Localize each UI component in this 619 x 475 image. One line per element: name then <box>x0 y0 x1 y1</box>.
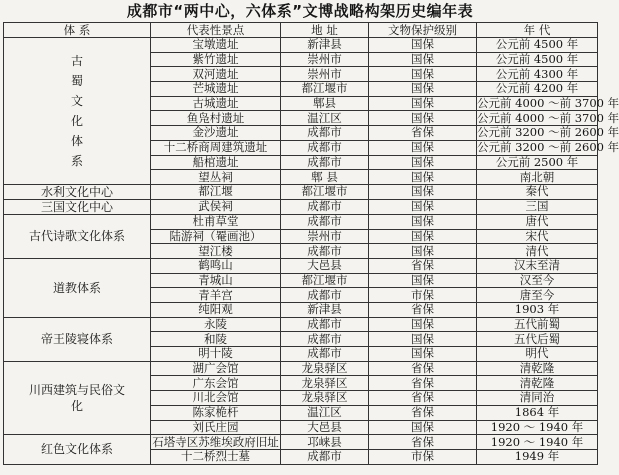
system-cell <box>4 199 151 214</box>
protection-level-cell: 市保 <box>369 449 477 464</box>
site-cell: 宝墩遗址 <box>151 38 281 53</box>
header-address: 地 址 <box>281 23 369 38</box>
chronology-table <box>3 22 619 465</box>
period-cell: 公元前 4200 年 <box>477 82 598 97</box>
period-cell: 清代 <box>477 244 598 259</box>
table-row <box>4 184 598 199</box>
site-cell: 鱼凫村遗址 <box>151 111 281 126</box>
protection-level-cell: 国保 <box>369 347 477 362</box>
protection-level-cell: 省保 <box>369 303 477 318</box>
site-cell: 十二桥烈士墓 <box>151 449 281 464</box>
site-cell: 望丛祠 <box>151 170 281 185</box>
protection-level-cell: 省保 <box>369 126 477 141</box>
site-cell: 杜甫草堂 <box>151 214 281 229</box>
address-cell: 新津县 <box>281 38 369 53</box>
address-cell: 成都市 <box>281 288 369 303</box>
table-body <box>4 37 619 465</box>
period-cell: 公元前 4500 年 <box>477 38 598 53</box>
site-cell: 紫竹遗址 <box>151 52 281 67</box>
system-cell <box>4 435 151 464</box>
address-cell: 龙泉驿区 <box>281 391 369 406</box>
address-cell: 成都市 <box>281 332 369 347</box>
protection-level-cell: 国保 <box>369 420 477 435</box>
address-cell: 成都市 <box>281 126 369 141</box>
period-cell: 1920 ～ 1940 年 <box>477 435 598 450</box>
period-cell: 唐代 <box>477 214 598 229</box>
period-cell: 公元前 4300 年 <box>477 67 598 82</box>
period-cell: 南北朝 <box>477 170 598 185</box>
system-cell <box>4 38 151 185</box>
table-row <box>4 317 598 332</box>
site-cell: 十二桥商周建筑遗址 <box>151 140 281 155</box>
period-cell: 1949 年 <box>477 449 598 464</box>
table-row <box>4 199 598 214</box>
period-cell: 三国 <box>477 199 598 214</box>
site-cell: 都江堰 <box>151 184 281 199</box>
protection-level-cell: 国保 <box>369 317 477 332</box>
site-cell: 船棺遗址 <box>151 155 281 170</box>
site-cell: 石塔寺区苏维埃政府旧址 <box>152 434 279 449</box>
period-cell: 1903 年 <box>477 303 598 318</box>
protection-level-cell: 国保 <box>369 244 477 259</box>
table-row <box>4 361 598 376</box>
period-cell: 清乾隆 <box>477 376 598 391</box>
period-cell: 公元前 2500 年 <box>477 155 598 170</box>
system-cell <box>4 184 151 199</box>
period-cell: 明代 <box>477 347 598 362</box>
address-cell: 龙泉驿区 <box>281 376 369 391</box>
site-cell: 古城遗址 <box>151 96 281 111</box>
address-cell: 成都市 <box>281 317 369 332</box>
protection-level-cell: 国保 <box>369 38 477 53</box>
period-cell: 五代后蜀 <box>477 332 598 347</box>
period-cell: 唐至今 <box>477 288 598 303</box>
address-cell: 都江堰市 <box>281 184 369 199</box>
protection-level-cell: 国保 <box>369 67 477 82</box>
address-cell: 郫县 <box>281 96 369 111</box>
protection-level-cell: 国保 <box>369 111 477 126</box>
protection-level-cell: 国保 <box>369 82 477 97</box>
site-cell: 明十陵 <box>151 347 281 362</box>
site-cell: 纯阳观 <box>151 303 281 318</box>
address-cell: 成都市 <box>281 244 369 259</box>
protection-level-cell: 省保 <box>369 361 477 376</box>
system-label: 道教体系 <box>52 280 101 295</box>
period-cell: 清同治 <box>477 391 598 406</box>
period-cell: 清乾隆 <box>477 361 598 376</box>
site-cell: 双河遗址 <box>151 67 281 82</box>
address-cell: 成都市 <box>281 155 369 170</box>
site-cell: 芒城遗址 <box>151 82 281 97</box>
header-protection-level: 文物保护级别 <box>369 23 477 38</box>
period-cell: 汉至今 <box>477 273 598 288</box>
address-cell: 大邑县 <box>281 258 369 273</box>
address-cell: 成都市 <box>281 214 369 229</box>
address-cell: 都江堰市 <box>281 273 369 288</box>
system-label: 红色文化体系 <box>40 442 113 457</box>
site-cell: 青城山 <box>151 273 281 288</box>
address-cell: 崇州市 <box>281 67 369 82</box>
period-cell: 1864 年 <box>477 405 598 420</box>
site-cell: 望江楼 <box>151 244 281 259</box>
site-cell: 鹤鸣山 <box>151 258 281 273</box>
system-cell <box>4 317 151 361</box>
protection-level-cell: 国保 <box>369 170 477 185</box>
address-cell: 成都市 <box>281 199 369 214</box>
protection-level-cell: 国保 <box>369 199 477 214</box>
table-row <box>4 214 598 229</box>
period-cell: 公元前 4000 ～前 3700 年 <box>477 96 619 111</box>
site-cell: 湖广会馆 <box>151 361 281 376</box>
protection-level-cell: 国保 <box>369 155 477 170</box>
protection-level-cell: 省保 <box>369 376 477 391</box>
period-cell: 五代前蜀 <box>477 317 598 332</box>
address-cell: 都江堰市 <box>281 82 369 97</box>
protection-level-cell: 国保 <box>369 52 477 67</box>
protection-level-cell: 国保 <box>369 184 477 199</box>
protection-level-cell: 国保 <box>369 273 477 288</box>
protection-level-cell: 国保 <box>369 140 477 155</box>
system-label: 帝王陵寝体系 <box>40 332 113 347</box>
header-system: 体 系 <box>4 23 151 38</box>
site-cell: 陆游祠（罨画池） <box>151 229 281 244</box>
period-cell: 公元前 4000 ～前 3700 年 <box>477 110 619 125</box>
system-cell <box>4 361 151 434</box>
site-cell: 和陵 <box>151 332 281 347</box>
table-row <box>4 38 598 53</box>
address-cell: 成都市 <box>281 140 369 155</box>
protection-level-cell: 省保 <box>369 391 477 406</box>
period-cell: 公元前 3200 ～前 2600 年 <box>477 125 619 140</box>
address-cell: 新津县 <box>281 303 369 318</box>
protection-level-cell: 国保 <box>369 214 477 229</box>
address-cell: 温江区 <box>281 405 369 420</box>
site-cell: 青羊宫 <box>151 288 281 303</box>
table-title: 成都市“两中心，六体系”文博战略构架历史编年表 <box>126 2 474 20</box>
site-cell: 刘氏庄园 <box>151 420 281 435</box>
table-row <box>4 435 598 450</box>
system-label: 古蜀文化体系 <box>70 53 83 168</box>
header-row <box>4 23 598 38</box>
address-cell: 成都市 <box>281 449 369 464</box>
period-cell: 公元前 4500 年 <box>477 52 598 67</box>
system-label: 川西建筑与民俗文化 <box>29 382 126 413</box>
protection-level-cell: 省保 <box>369 258 477 273</box>
header-site: 代表性景点 <box>151 23 281 38</box>
site-cell: 武侯祠 <box>151 199 281 214</box>
period-cell: 1920 ～ 1940 年 <box>477 420 598 435</box>
address-cell: 郫 县 <box>281 170 369 185</box>
site-cell: 广东会馆 <box>151 376 281 391</box>
period-cell: 秦代 <box>477 184 598 199</box>
address-cell: 大邑县 <box>281 420 369 435</box>
protection-level-cell: 国保 <box>369 96 477 111</box>
system-label: 三国文化中心 <box>40 199 113 214</box>
address-cell: 温江区 <box>281 111 369 126</box>
system-cell <box>4 214 151 258</box>
table-row <box>4 258 598 273</box>
address-cell: 成都市 <box>281 347 369 362</box>
period-cell: 汉末至清 <box>477 258 598 273</box>
header-period: 年 代 <box>477 23 598 38</box>
period-cell: 公元前 3200 ～前 2600 年 <box>477 140 619 155</box>
site-cell: 永陵 <box>151 317 281 332</box>
period-cell: 宋代 <box>477 229 598 244</box>
address-cell: 龙泉驿区 <box>281 361 369 376</box>
site-cell: 川北会馆 <box>151 391 281 406</box>
protection-level-cell: 国保 <box>369 229 477 244</box>
site-cell: 陈家桅杆 <box>151 405 281 420</box>
address-cell: 邛崃县 <box>281 435 369 450</box>
site-cell: 金沙遗址 <box>151 126 281 141</box>
system-label: 古代诗歌文化体系 <box>29 229 126 244</box>
system-cell <box>4 258 151 317</box>
address-cell: 崇州市 <box>281 229 369 244</box>
protection-level-cell: 省保 <box>369 435 477 450</box>
protection-level-cell: 市保 <box>369 288 477 303</box>
protection-level-cell: 国保 <box>369 332 477 347</box>
protection-level-cell: 省保 <box>369 405 477 420</box>
address-cell: 崇州市 <box>281 52 369 67</box>
system-label: 水利文化中心 <box>40 184 113 199</box>
